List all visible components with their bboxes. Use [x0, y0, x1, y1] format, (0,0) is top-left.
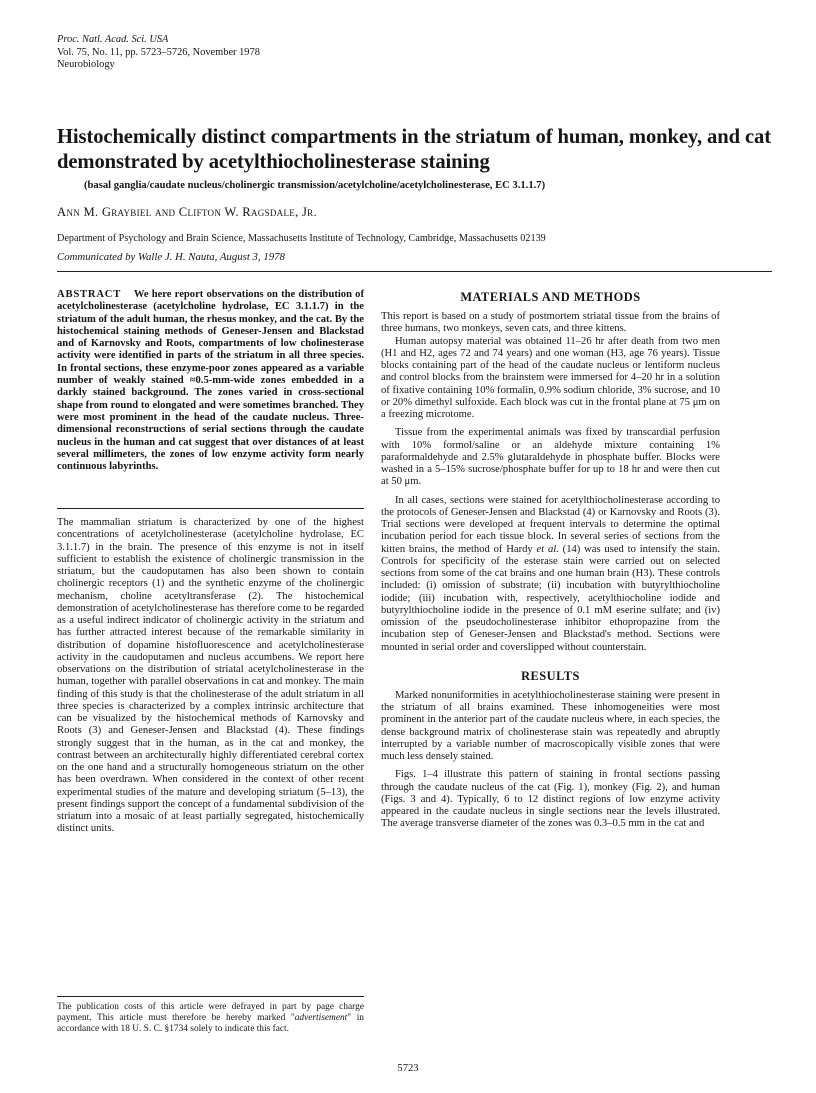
page-number: 5723 [397, 1063, 419, 1074]
footnote-divider [57, 996, 364, 997]
methods-paragraph: This report is based on a study of postmortem striatal tissue from the brains of three humans, two monkeys, seven cats, and three kittens. [381, 311, 720, 335]
affiliation: Department of Psychology and Brain Science, Massachusetts Institute of Technology, Cambridge, Massachusetts 02139 [57, 233, 546, 244]
article-title: Histochemically distinct compartments in the striatum of human, monkey, and cat demonstrated by acetylthiocholinesterase staining [57, 126, 772, 173]
methods-text: (14) was used to intensify the stain. Controls for specificity of the esterase stain were carried out on selected sections from some of the cat brains and one human brain (H3). These controls included: (i) omission of substrate; (ii) incubation with butyrylthiocholine iodide; (iii) incubation with, respectively, acetylthiocholine iodide and butyrylthiocholine iodide in the presence of 0.1 mM eserine sulfate; and (iv) omission of the pseudocholinesterase inhibitor ethopropazine from the incubation step of Geneser-Jensen and Blackstad's method. Sections were mounted in serial order and coverslipped without counterstain. [381, 543, 720, 653]
journal-name: Proc. Natl. Acad. Sci. USA [57, 34, 169, 45]
footnote-italic: advertisement [294, 1013, 348, 1023]
methods-paragraph: Human autopsy material was obtained 11–26 hr after death from two men (H1 and H2, ages 72 and 74 years) and one woman (H3, age 76 years). Tissue blocks containing part of the head of the caudate nucleus or lentiform nucleus and control blocks from the brainstem were immersed for 4–20 hr in a solution of fixative containing 10% formalin, 0.9% sodium chloride, 3% sucrose, and 10 or 20% dimethyl sulfoxide. Each block was cut in the frontal plane at 75 μm on a freezing microtome. [381, 335, 720, 420]
results-paragraph: Figs. 1–4 illustrate this pattern of staining in frontal sections passing through the caudate nucleus of the cat (Fig. 1), monkey (Fig. 2), and human (Figs. 3 and 4). Typically, 6 to 12 distinct regions of low enzyme activity appeared in the caudate nucleus in single sections near the levels illustrated. The average transverse diameter of the zones was 0.3–0.5 mm in the cat and [381, 769, 720, 830]
communicated-by: Communicated by Walle J. H. Nauta, August 3, 1978 [57, 251, 285, 263]
journal-header [57, 34, 260, 72]
footnote-part1: The publication costs of this article were defrayed in part by page charge payment. This article must therefore be hereby marked " [57, 1002, 364, 1023]
methods-text: In all cases, sections were stained for acetylthiocholinesterase according to the protocols of Geneser-Jensen and Blackstad (4) or Karnovsky and Roots (3). Trial sections were developed at frequent intervals to determine the optimal incubation period for each tissue block. In several series of sections from the kitten brains, the method of Hardy [381, 494, 720, 555]
footnote-part2: " in accordance with 18 U. S. C. §1734 solely to indicate this fact. [57, 1013, 364, 1034]
results-paragraph: Marked nonuniformities in acetylthiocholinesterase staining were present in the striatum of all brains examined. These inhomogeneities were most prominent in the anterior part of the caudate nucleus where, in each species, the dense background matrix of cholinesterase stain was repeatedly and abruptly interrupted by a variable number of macroscopically visible zones that were much less densely stained. [381, 689, 720, 762]
journal-section: Neurobiology [57, 59, 115, 71]
abstract [57, 289, 364, 473]
abstract-divider [57, 508, 364, 509]
methods-heading: MATERIALS AND METHODS [460, 290, 641, 304]
journal-volume: Vol. 75, No. 11, pp. 5723–5726, November 1978 [57, 46, 260, 58]
abstract-text: We here report observations on the distribution of acetylcholinesterase (acetylcholine hydrolase, EC 3.1.1.7) in the striatum of the adult human, the rhesus monkey, and the cat. By the histochemical staining methods of Geneser-Jensen and Blackstad and of Karnovsky and Roots, compartments of low cholinesterase activity were identified in parts of the striatum in all three species. In frontal sections, these enzyme-poor zones appeared as a variable number of weakly stained ≈0.5-mm-wide zones embedded in a darkly stained background. The zones varied in cross-sectional shape from round to elongated and were sometimes branched. They were most prominent in the head of the caudate nucleus. Three-dimensional reconstructions of serial sections through the caudate nucleus in the human and cat suggest that over distances of at least several millimeters, the zones of low enzyme activity form nearly continuous labyrinths. [57, 289, 364, 473]
right-column [381, 290, 720, 831]
keywords: (basal ganglia/caudate nucleus/cholinergic transmission/acetylcholine/acetylcholinesterase, EC 3.1.1.7) [84, 180, 546, 191]
methods-text-italic: et al. [536, 543, 559, 555]
abstract-heading: ABSTRACT [57, 289, 122, 300]
header-divider [57, 271, 772, 272]
footnote [57, 1002, 364, 1035]
introduction-text: The mammalian striatum is characterized by one of the highest concentrations of acetylcholinesterase (acetylcholine hydrolase, EC 3.1.1.7) in the brain. The presence of this enzyme is not in itself sufficient to establish the existence of cholinergic transmission in the striatum, but the caudoputamen has also been shown to contain cholinergic receptors (1) and the synthetic enzyme of the cholinergic mechanism, choline acetyltransferase (2). The histochemical demonstration of acetylcholinesterase has therefore come to be regarded as a useful indirect indicator of cholinergic activity in the striatum and has further attracted interest because of the remarkable similarity in distribution of dopamine histofluorescence and acetylcholinesterase activity in the caudoputamen and nucleus accumbens. We report here observations on the distribution of striatal acetylcholinesterase in the human, together with parallel observations in cat and monkey. The main finding of this study is that the cholinesterase of the adult striatum in all three species is characterized by a complex intrinsic architecture that can be visualized by the histochemical methods of Karnovsky and Roots (3) and Geneser-Jensen and Blackstad (4). These findings strongly suggest that in the human, as in the cat and monkey, the contrast between an architecturally highly differentiated cerebral cortex on the one hand and a structurally homogeneous striatum on the other has been overdrawn. When considered in the context of other recent experimental studies of the mature and developing striatum (5–13), the present findings support the concept of a fundamental subdivision of the striatum into a mosaic of at least partially segregated, histochemically distinct units. [57, 517, 364, 835]
methods-paragraph [381, 495, 720, 654]
methods-paragraph: Tissue from the experimental animals was fixed by transcardial perfusion with 10% formol/saline or an aldehyde mixture containing 1% paraformaldehyde and 2.5% glutaraldehyde in phosphate buffer. Blocks were washed in a 5–15% sucrose/phosphate buffer for up to 18 hr and were then cut at 50 μm. [381, 427, 720, 488]
authors: Ann M. Graybiel and Clifton W. Ragsdale, Jr. [57, 205, 317, 219]
results-heading: RESULTS [521, 668, 580, 683]
